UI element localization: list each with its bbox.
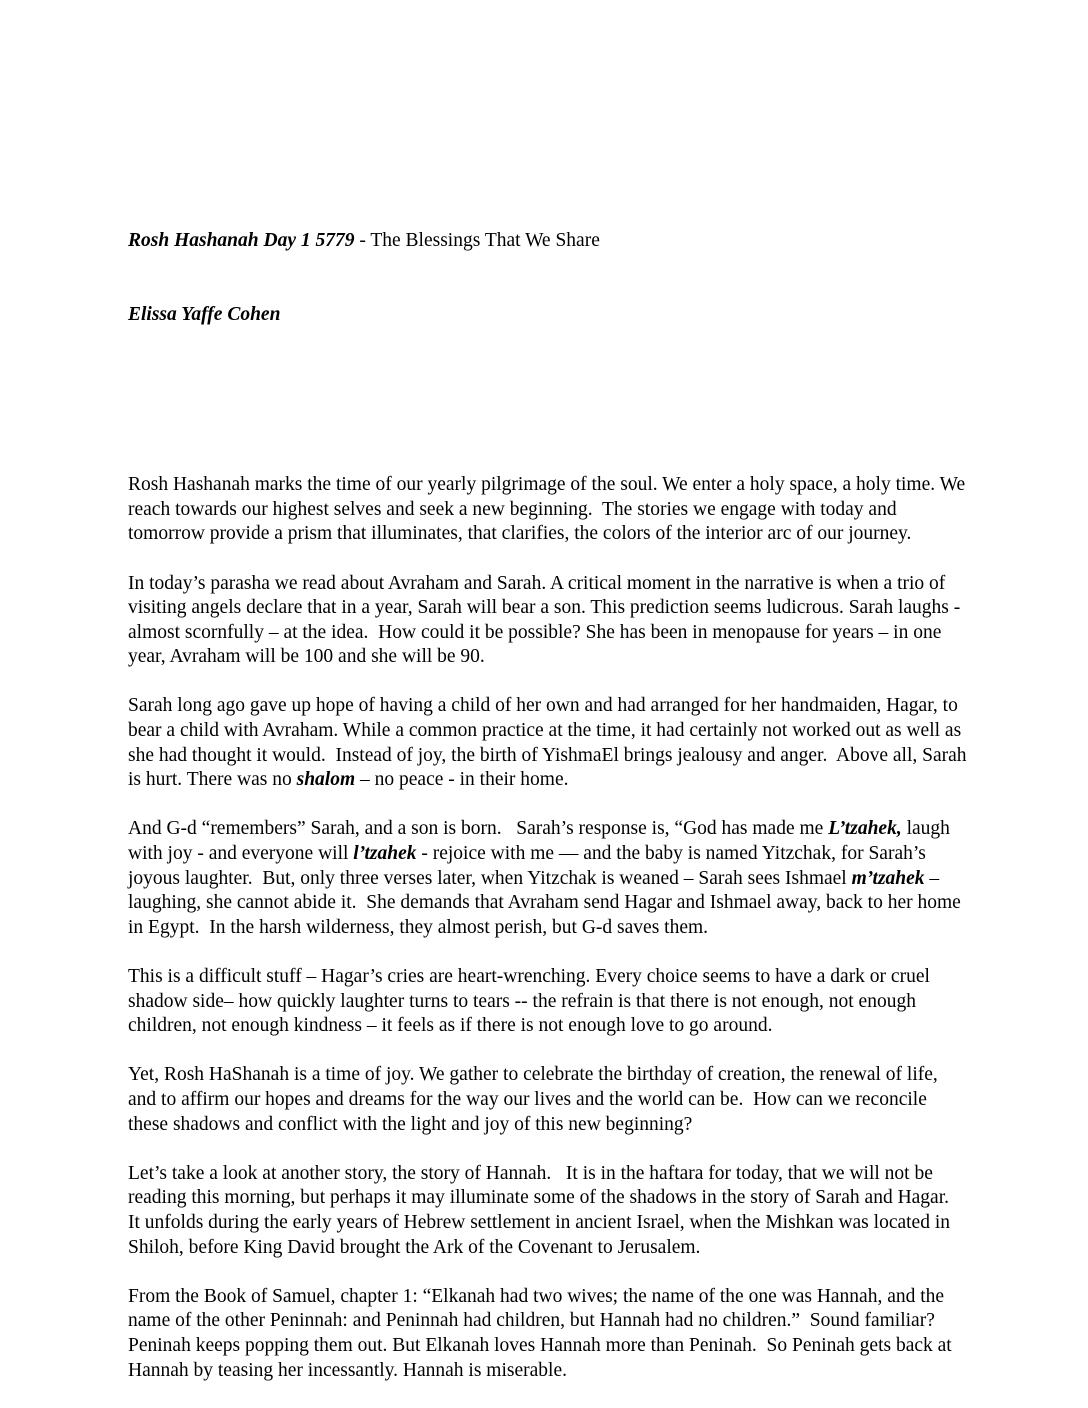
paragraph [128, 817, 968, 940]
text-run: – no peace - in their home. [355, 769, 569, 791]
emphasized-term: m’tzahek [851, 867, 925, 889]
paragraph [128, 473, 968, 547]
document-body [128, 473, 972, 1383]
author-name: Elissa Yaffe Cohen [128, 304, 281, 326]
paragraph [128, 1162, 968, 1260]
paragraph [128, 965, 968, 1039]
sermon-subtitle: - The Blessings That We Share [354, 230, 600, 252]
text-run: And G-d “remembers” Sarah, and a son is born. Sarah’s response is, “God has made me [128, 818, 829, 840]
text-run: – laughing, she cannot abide it. She demands that Avraham send Hagar and Ishmael away, back to her home in Egypt. In the harsh wilderness, they almost perish, but G-d saves them. [128, 867, 966, 938]
emphasized-term: shalom [296, 769, 356, 791]
text-run: This is a difficult stuff – Hagar’s cries are heart-wrenching. Every choice seems to have a dark or cruel shadow side– how quickly laughter turns to tears -- the refrain is that there is not enough, not enough children, not enough kindness – it feels as if there is not enough love to go around. [128, 966, 935, 1037]
text-run: Yet, Rosh HaShanah is a time of joy. We gather to celebrate the birthday of creation, the renewal of life, and to affirm our hopes and dreams for the way our lives and the world can be. How can we reconcile these shadows and conflict with the light and joy of this new beginning? [128, 1064, 943, 1135]
text-run: - rejoice with me — and the baby is named Yitzchak, for Sarah’s joyous laughter. But, only three verses later, when Yitzchak is weaned – Sarah sees Ishmael [128, 843, 931, 889]
text-run: Let’s take a look at another story, the story of Hannah. It is in the haftara for today, that we will not be reading this morning, but perhaps it may illuminate some of the shadows in the story of Sarah and Hagar. It unfolds during the early years of Hebrew settlement in ancient Israel, when the Mishkan was located in Shiloh, before King David brought the Ark of the Covenant to Jerusalem. [128, 1162, 959, 1258]
paragraph [128, 1285, 968, 1383]
emphasized-term: L’tzahek, [828, 818, 902, 840]
text-run: From the Book of Samuel, chapter 1: “Elkanah had two wives; the name of the one was Hannah, and the name of the other Peninnah: and Peninnah had children, but Hannah had no children.” Sound familiar? Peninah keeps popping them out. But Elkanah loves Hannah more than Peninah. So Peninah gets back at Hannah by teasing her incessantly. Hannah is miserable. [128, 1285, 957, 1381]
paragraph [128, 572, 968, 670]
paragraph [128, 1063, 968, 1137]
text-run: Sarah long ago gave up hope of having a child of her own and had arranged for her handmaiden, Hagar, to bear a child with Avraham. While a common practice at the time, it had certainly not worked out as well as she had thought it would. Instead of joy, the birth of YishmaEl brings jealousy and anger. Above all, Sarah is hurt. There was no [128, 695, 972, 791]
text-run: In today’s parasha we read about Avraham and Sarah. A critical moment in the narrative is when a trio of visiting angels declare that in a year, Sarah will bear a son. This prediction seems ludicrous. Sarah laughs - almost scornfully – at the idea. How could it be possible? She has been in menopause for years – in one year, Avraham will be 100 and she will be 90. [128, 572, 966, 668]
document-header [128, 180, 968, 377]
document-content [128, 131, 972, 1408]
emphasized-term: l’tzahek [353, 843, 417, 865]
paragraph [128, 694, 972, 792]
text-run: Rosh Hashanah marks the time of our yearly pilgrimage of the soul. We enter a holy space, a holy time. We reach towards our highest selves and seek a new beginning. The stories we engage with today and tomorrow provide a prism that illuminates, that clarifies, the colors of the interior arc of our journey. [128, 474, 970, 545]
text-run: laugh with joy - and everyone will [128, 818, 955, 865]
sermon-title: Rosh Hashanah Day 1 5779 [128, 230, 355, 252]
title-line [128, 229, 968, 254]
